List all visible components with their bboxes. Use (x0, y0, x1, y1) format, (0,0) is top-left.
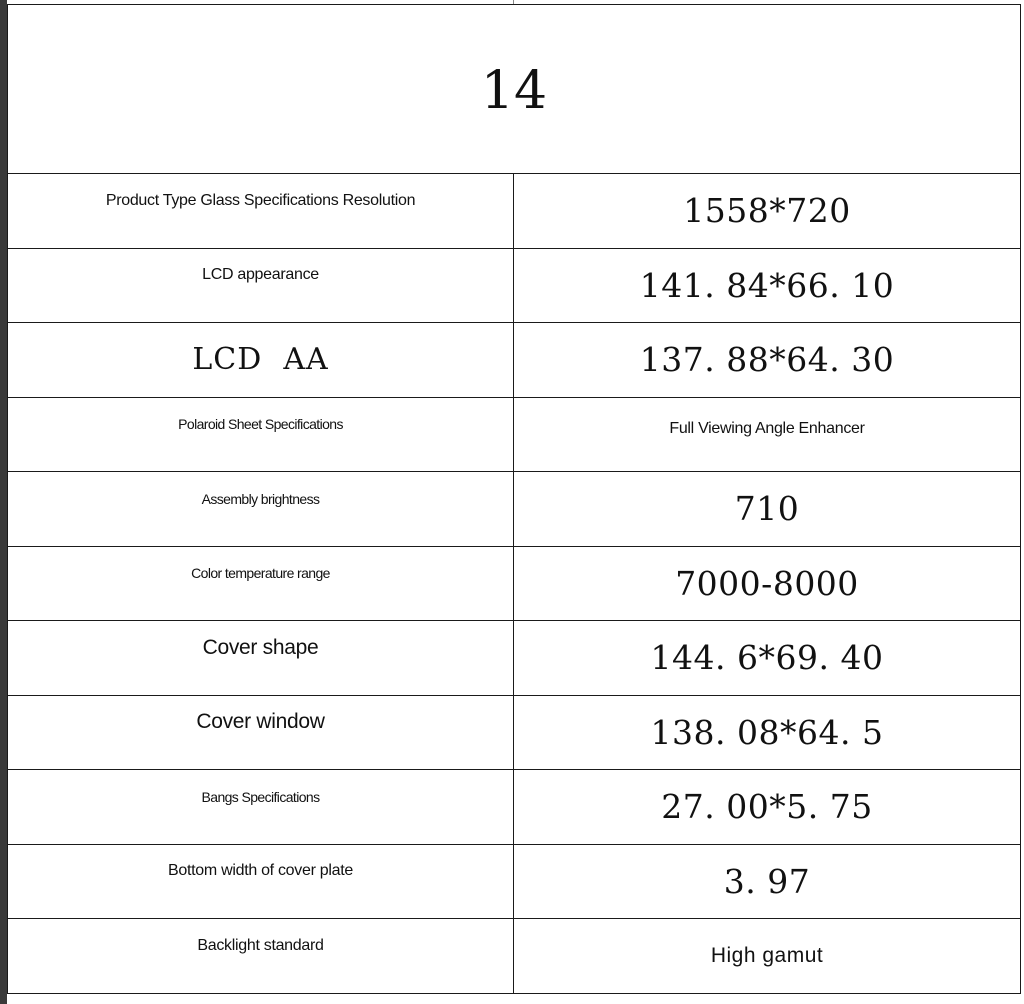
spec-label (8, 844, 514, 919)
spec-value-text: 1558*720 (683, 191, 851, 231)
table-row (8, 844, 1021, 919)
spec-value-text: Full Viewing Angle Enhancer (669, 420, 865, 438)
table-row (8, 919, 1021, 994)
spec-value-text: 141. 84*66. 10 (639, 265, 895, 305)
header-row (8, 5, 1021, 174)
spec-label (8, 472, 514, 547)
spec-label-text: Backlight standard (197, 936, 324, 954)
spec-label (8, 397, 514, 472)
spec-label-text: Bangs Specifications (201, 788, 320, 805)
spec-label-text: Product Type Glass Specifications Resolution (105, 191, 416, 209)
spec-value-text: High gamut (710, 943, 824, 967)
spec-label-text: Bottom width of cover plate (168, 862, 353, 880)
table-row (8, 472, 1021, 547)
left-edge-shadow (0, 0, 7, 1004)
spec-label (8, 174, 514, 249)
spec-value-text: 138. 08*64. 5 (650, 712, 884, 752)
spec-label-text: Assembly brightness (201, 490, 320, 507)
spec-value-text: 710 (734, 489, 800, 529)
spec-label-text: Polaroid Sheet Specifications (178, 416, 343, 433)
spec-label (8, 546, 514, 621)
spec-label (8, 248, 514, 323)
screen-size-title: 14 (480, 61, 548, 121)
table-row (8, 323, 1021, 398)
spec-value (514, 248, 1021, 323)
spec-value (514, 174, 1021, 249)
spec-value-text: 137. 88*64. 30 (639, 340, 895, 380)
table-row (8, 770, 1021, 845)
spec-value (514, 695, 1021, 770)
spec-label (8, 919, 514, 994)
spec-label (8, 695, 514, 770)
table-row (8, 397, 1021, 472)
spec-label-text: Cover window (196, 710, 325, 734)
spec-label-text: LCD AA (192, 342, 329, 378)
spec-table (7, 4, 1021, 994)
table-row (8, 248, 1021, 323)
spec-value (514, 323, 1021, 398)
spec-value (514, 919, 1021, 994)
spec-value-text: 144. 6*69. 40 (650, 638, 884, 678)
spec-label-text: Cover shape (202, 635, 319, 659)
spec-label-text: LCD appearance (202, 266, 319, 284)
size-header-cell (8, 5, 1021, 174)
spec-value (514, 397, 1021, 472)
spec-value-text: 7000-8000 (675, 563, 859, 603)
table-row (8, 546, 1021, 621)
spec-value-text: 3. 97 (723, 861, 811, 901)
spec-value (514, 844, 1021, 919)
table-row (8, 621, 1021, 696)
spec-value (514, 472, 1021, 547)
table-row (8, 695, 1021, 770)
spec-label-text: Color temperature range (191, 565, 330, 582)
spec-value-text: 27. 00*5. 75 (661, 787, 873, 827)
spec-value (514, 621, 1021, 696)
table-row (8, 174, 1021, 249)
spec-label (8, 621, 514, 696)
spec-label (8, 323, 514, 398)
spec-value (514, 770, 1021, 845)
spec-label (8, 770, 514, 845)
spec-value (514, 546, 1021, 621)
